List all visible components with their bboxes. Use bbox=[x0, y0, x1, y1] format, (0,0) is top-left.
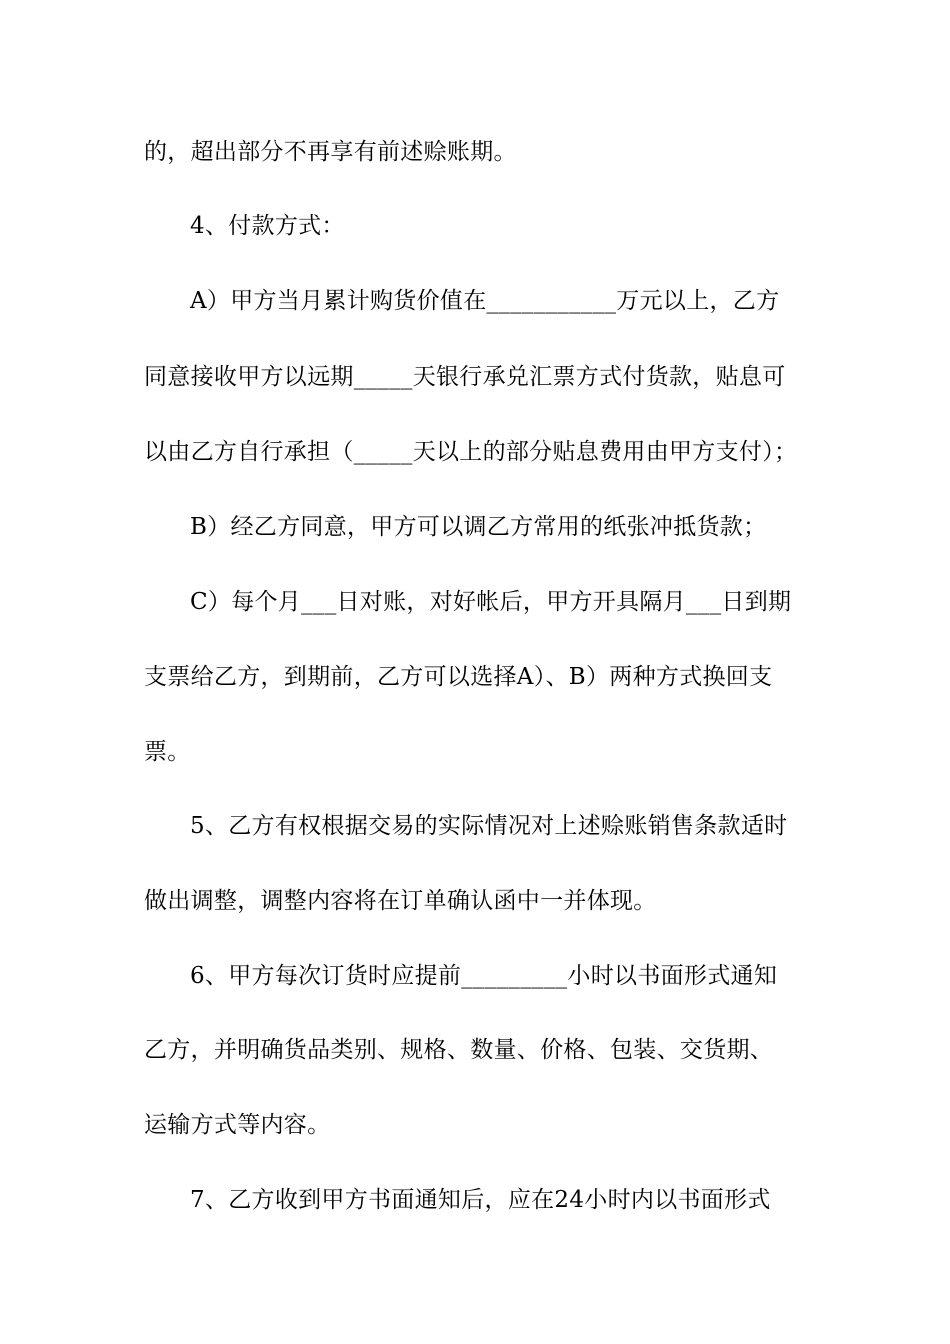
text-line: 6、甲方每次订货时应提前_________小时以书面形式通知 bbox=[190, 963, 778, 989]
text-line: 支票给乙方，到期前，乙方可以选择A）、B）两种方式换回支 bbox=[144, 664, 773, 690]
text-line: 以由乙方自行承担（_____天以上的部分贴息费用由甲方支付）； bbox=[144, 439, 798, 465]
text-line: 票。 bbox=[144, 739, 191, 765]
text-line: 同意接收甲方以远期_____天银行承兑汇票方式付货款，贴息可 bbox=[144, 364, 786, 390]
text-line: B）经乙方同意，甲方可以调乙方常用的纸张冲抵货款； bbox=[190, 514, 767, 540]
text-line: 运输方式等内容。 bbox=[144, 1112, 331, 1138]
text-line: 7、乙方收到甲方书面通知后，应在24小时内以书面形式 bbox=[190, 1187, 771, 1213]
text-line: 乙方，并明确货品类别、规格、数量、价格、包装、交货期、 bbox=[144, 1037, 774, 1063]
text-line: 4、付款方式： bbox=[190, 213, 345, 239]
text-line: 做出调整，调整内容将在订单确认函中一并体现。 bbox=[144, 888, 657, 914]
text-line: C）每个月___日对账，对好帐后，甲方开具隔月___日到期 bbox=[190, 589, 792, 615]
text-line: A）甲方当月累计购货价值在___________万元以上，乙方 bbox=[190, 288, 780, 314]
text-line: 的，超出部分不再享有前述赊账期。 bbox=[144, 139, 517, 165]
text-line: 5、乙方有权根据交易的实际情况对上述赊账销售条款适时 bbox=[190, 813, 788, 839]
